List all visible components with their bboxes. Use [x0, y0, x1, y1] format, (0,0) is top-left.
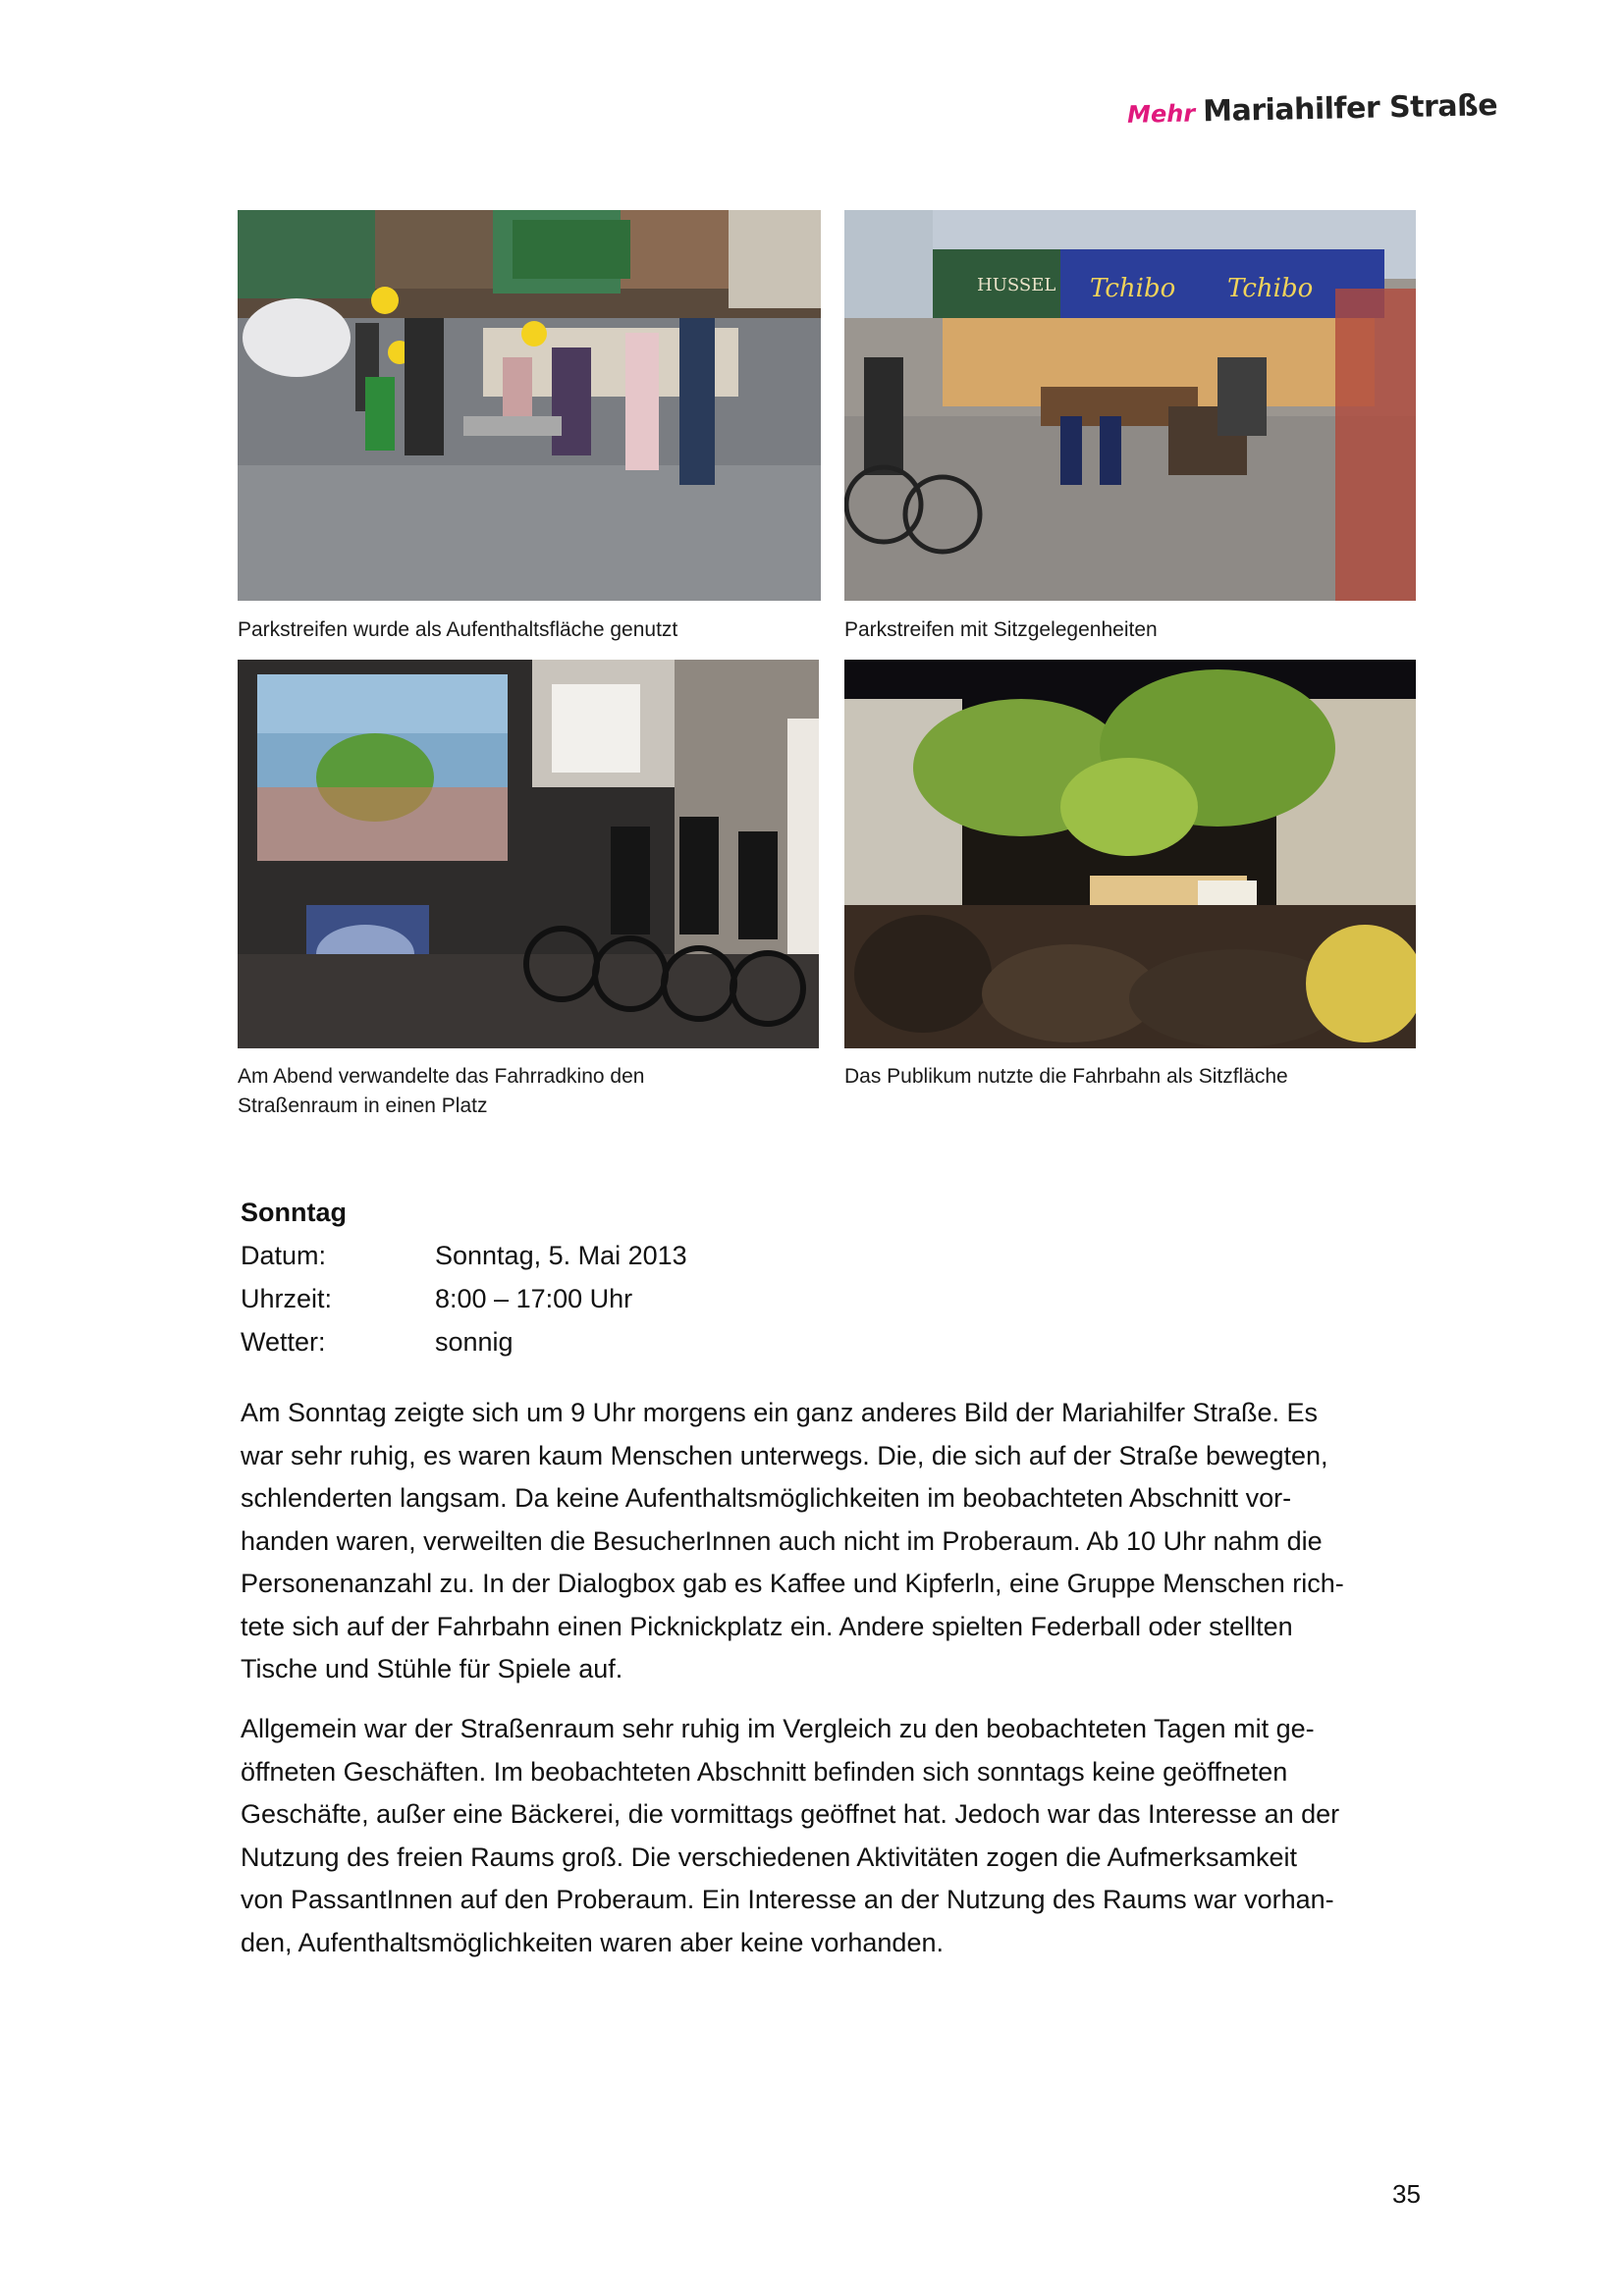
photo-bike-cinema: [238, 660, 819, 1048]
hussel-sign: HUSSEL: [977, 275, 1056, 295]
photo-parking-strip-seating: [844, 210, 1416, 601]
body-paragraph: [241, 1708, 1389, 1964]
info-value: 8:00 – 17:00 Uhr: [435, 1284, 633, 1313]
brand-prefix: Mehr: [1126, 99, 1196, 129]
paragraph-line: Tische und Stühle für Spiele auf.: [241, 1654, 623, 1683]
info-row-time: [241, 1284, 632, 1314]
caption-line: Parkstreifen wurde als Aufenthaltsfläche genutzt: [238, 618, 678, 641]
paragraph-line: war sehr ruhig, es waren kaum Menschen unterwegs. Die, die sich auf der Straße bewegten,: [241, 1440, 1328, 1470]
caption-line: Parkstreifen mit Sitzgelegenheiten: [844, 618, 1158, 641]
paragraph-line: von PassantInnen auf den Proberaum. Ein Interesse an der Nutzung des Raums war vorhan-: [241, 1885, 1334, 1914]
photo-parking-strip-lounge: [238, 210, 821, 601]
paragraph-line: Personenanzahl zu. In der Dialogbox gab es Kaffee und Kipferln, eine Gruppe Menschen rich-: [241, 1569, 1344, 1598]
paragraph-line: schlenderten langsam. Da keine Aufenthaltsmöglichkeiten im beobachteten Abschnitt vor-: [241, 1483, 1292, 1513]
paragraph-line: öffneten Geschäften. Im beobachteten Abschnitt befinden sich sonntags keine geöffneten: [241, 1756, 1288, 1787]
paragraph-line: handen waren, verweilten die BesucherInnen auch nicht im Proberaum. Ab 10 Uhr nahm die: [241, 1525, 1323, 1556]
photo-night-audience: [844, 660, 1416, 1048]
paragraph-line: Allgemein war der Straßenraum sehr ruhig im Vergleich zu den beobachteten Tagen mit ge-: [241, 1714, 1315, 1743]
caption-line: Am Abend verwandelte das Fahrradkino den: [238, 1065, 645, 1088]
caption-line: Straßenraum in einen Platz: [238, 1095, 488, 1117]
paragraph-line: Geschäfte, außer eine Bäckerei, die vormittags geöffnet hat. Jedoch war das Interesse an der: [241, 1799, 1340, 1829]
paragraph-line: Nutzung des freien Raums groß. Die verschiedenen Aktivitäten zogen die Aufmerksamkeit: [241, 1842, 1298, 1872]
paragraph-line: den, Aufenthaltsmöglichkeiten waren aber keine vorhanden.: [241, 1927, 944, 1957]
tchibo-sign: Tchibo: [1090, 274, 1176, 303]
info-row-weather: [241, 1327, 514, 1358]
photo-caption: [844, 615, 1158, 645]
photo-caption: [844, 1062, 1288, 1092]
photo-caption: [238, 615, 677, 645]
paragraph-line: Am Sonntag zeigte sich um 9 Uhr morgens ein ganz anderes Bild der Mariahilfer Straße. Es: [241, 1398, 1319, 1427]
info-label: Wetter:: [241, 1327, 326, 1357]
section-title: Sonntag: [241, 1198, 347, 1227]
svg-text:Tchibo: Tchibo: [1227, 274, 1314, 303]
info-value: Sonntag, 5. Mai 2013: [435, 1241, 687, 1270]
caption-line: Das Publikum nutzte die Fahrbahn als Sitzfläche: [844, 1065, 1288, 1088]
header-brand: [1127, 88, 1498, 131]
info-value: sonnig: [435, 1327, 514, 1357]
brand-title: Mariahilfer Straße: [1202, 88, 1498, 130]
paragraph-line: tete sich auf der Fahrbahn einen Picknickplatz ein. Andere spielten Federball oder stellten: [241, 1611, 1293, 1641]
body-paragraph: [241, 1392, 1389, 1691]
page-number: 35: [1392, 2179, 1421, 2209]
photo-caption: [238, 1062, 644, 1121]
info-label: Uhrzeit:: [241, 1284, 333, 1313]
info-row-date: [241, 1241, 687, 1271]
info-label: Datum:: [241, 1241, 327, 1270]
